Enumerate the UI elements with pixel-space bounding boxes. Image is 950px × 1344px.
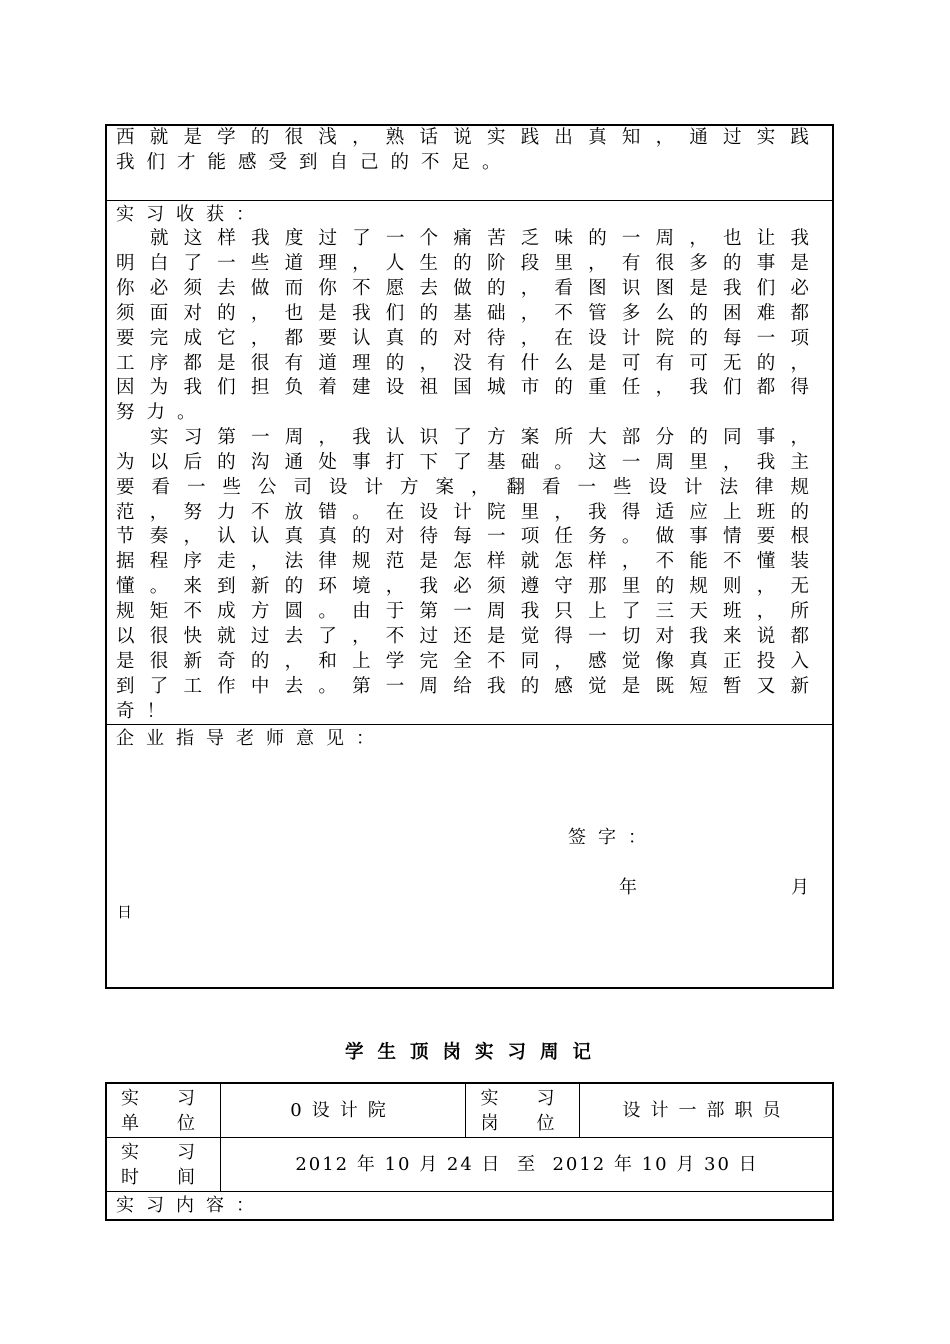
text-line: 以很快就过去了，不过还是觉得一切对我来说都 — [116, 626, 809, 647]
section-divider — [106, 724, 833, 725]
text-line: 我们才能感受到自己的不足。 — [116, 152, 513, 173]
post-label-line1: 实 习 — [480, 1087, 565, 1109]
signature-label: 签字： — [568, 827, 658, 848]
unit-value: 0设计院 — [290, 1100, 396, 1121]
text-line: 你必须去做而你不愿去做的，看图识图是我们必 — [116, 278, 809, 299]
text-line: 须面对的，也是我们的基础，不管多么的困难都 — [116, 303, 809, 324]
gains-label: 实习收获： — [116, 204, 266, 225]
time-label-line2: 时 间 — [121, 1166, 205, 1188]
post-label — [466, 1084, 579, 1137]
date-day-label: 日 — [117, 903, 145, 921]
text-line: 范，努力不放错。在设计院里，我得适应上班的 — [116, 502, 809, 523]
text-line: 工序都是很有道理的，没有什么是可有可无的， — [116, 353, 809, 374]
row-divider — [106, 1191, 833, 1192]
date-month-label: 月 — [791, 877, 821, 898]
time-label-line1: 实 习 — [121, 1141, 205, 1163]
unit-label-line1: 实 习 — [121, 1087, 205, 1109]
text-line: 实习第一周，我认识了方案所大部分的同事， — [150, 427, 809, 448]
unit-label — [106, 1084, 220, 1137]
text-line: 为以后的沟通处事打下了基础。这一周里，我主 — [116, 452, 809, 473]
text-line: 规矩不成方圆。由于第一周我只上了三天班，所 — [116, 601, 809, 622]
time-label — [106, 1138, 220, 1191]
text-line: 是很新奇的，和上学完全不同，感觉像真正投入 — [116, 651, 809, 672]
text-line: 就这样我度过了一个痛苦乏味的一周，也让我 — [150, 228, 809, 249]
unit-label-line2: 单 位 — [121, 1112, 205, 1134]
supervisor-comment-label: 企业指导老师意见： — [116, 728, 386, 749]
page-title: 学生顶岗实习周记 — [344, 1042, 605, 1063]
time-value: 2012 年 10 月 24 日 至 2012 年 10 月 30 日 — [295, 1154, 759, 1175]
text-line: 到了工作中去。第一周给我的感觉是既短暂又新 — [116, 676, 809, 697]
text-line: 据程序走，法律规范是怎样就怎样，不能不懂装 — [116, 551, 809, 572]
text-line: 懂。来到新的环境，我必须遵守那里的规则，无 — [116, 576, 809, 597]
text-line: 西就是学的很浅，熟话说实践出真知，通过实践 — [116, 127, 809, 148]
text-line: 要完成它，都要认真的对待，在设计院的每一项 — [116, 328, 809, 349]
content-label: 实习内容： — [116, 1195, 266, 1216]
text-line: 明白了一些道理，人生的阶段里，有很多的事是 — [116, 253, 809, 274]
text-line: 要看一些公司设计方案，翻看一些设计法律规 — [116, 477, 809, 498]
text-line: 节奏，认认真真的对待每一项任务。做事情要根 — [116, 526, 809, 547]
text-line: 奇！ — [116, 701, 178, 722]
date-year-label: 年 — [619, 877, 649, 898]
text-line: 因为我们担负着建设祖国城市的重任，我们都得 — [116, 377, 809, 398]
post-label-line2: 岗 位 — [480, 1112, 565, 1134]
section-divider — [106, 200, 833, 201]
text-line: 努力。 — [116, 402, 208, 423]
post-value: 设计一部职员 — [622, 1100, 791, 1121]
